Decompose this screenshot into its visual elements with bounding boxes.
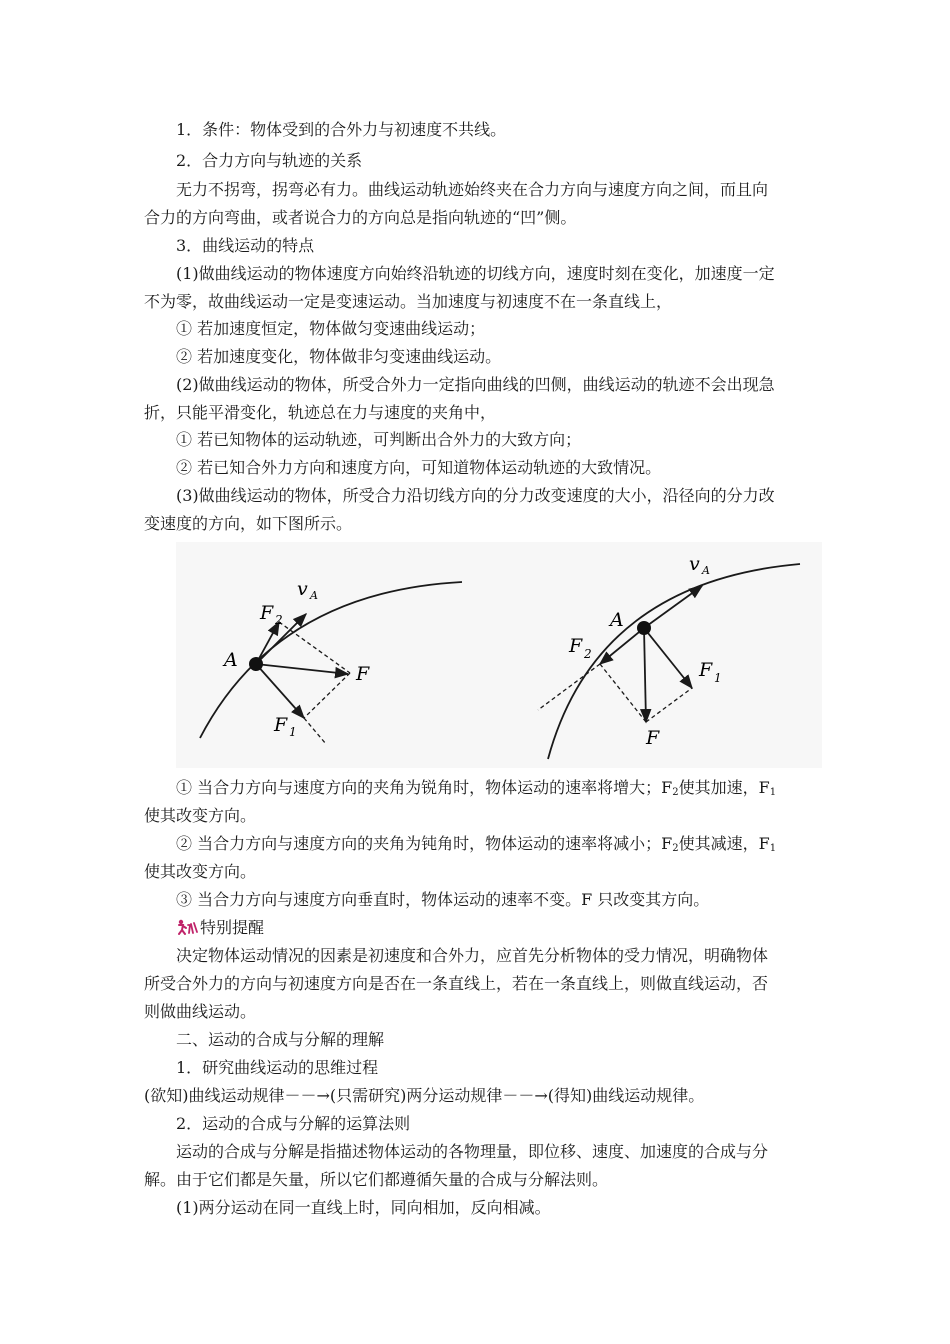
right-label-a: A — [610, 609, 624, 631]
section-heading: 二、运动的合成与分解的理解 — [176, 1030, 385, 1049]
subscript: 1 — [769, 843, 777, 854]
paragraph-line: (1)做曲线运动的物体速度方向始终沿轨迹的切线方向，速度时刻在变化，加速度一定 — [176, 264, 775, 283]
left-f2-arrow — [256, 622, 279, 664]
right-label-v: v — [689, 553, 700, 575]
paragraph-line: 合力的方向弯曲，或者说合力的方向总是指向轨迹的“凹”侧。 — [144, 208, 577, 227]
paragraph-line: 变速度的方向，如下图所示。 — [144, 514, 353, 533]
paragraph-line: 不为零，故曲线运动一定是变速运动。当加速度与初速度不在一条直线上， — [144, 292, 673, 311]
left-label-v-sub: A — [310, 589, 318, 602]
text-segment: 使其减速，F — [678, 834, 770, 853]
list-item: ② 若已知合外力方向和速度方向，可知道物体运动轨迹的大致情况。 — [176, 458, 662, 477]
list-item: ② 若加速度变化，物体做非匀变速曲线运动。 — [176, 347, 502, 366]
subscript: 2 — [672, 843, 679, 854]
force-diagram — [176, 542, 822, 768]
left-point-a — [249, 657, 263, 671]
left-dashed-extension — [304, 718, 326, 744]
section-heading: 3．曲线运动的特点 — [176, 236, 315, 255]
left-label-f2-sub: 2 — [275, 613, 283, 627]
paragraph-line: 运动的合成与分解是指描述物体运动的各物理量，即位移、速度、加速度的合成与分 — [176, 1142, 769, 1161]
list-item: ① 若加速度恒定，物体做匀变速曲线运动； — [176, 319, 486, 338]
left-diagram — [200, 578, 462, 744]
paragraph-line: 解。由于它们都是矢量，所以它们都遵循矢量的合成与分解法则。 — [144, 1170, 609, 1189]
list-item: ③ 当合力方向与速度方向垂直时，物体运动的速率不变。F 只改变其方向。 — [176, 890, 710, 909]
list-item — [176, 834, 776, 859]
force-decomposition-figure — [176, 542, 822, 768]
left-label-f1: F — [274, 714, 288, 736]
right-trajectory-curve — [548, 564, 800, 759]
right-label-f2: F — [569, 635, 583, 657]
left-label-v: v — [297, 578, 308, 600]
left-dashed-line — [304, 673, 350, 718]
right-label-f1: F — [699, 659, 713, 681]
left-f1-arrow — [256, 664, 304, 718]
left-label-f2: F — [260, 602, 274, 624]
section-heading: 1．研究曲线运动的思维过程 — [176, 1058, 379, 1077]
right-label-f2-sub: 2 — [584, 647, 592, 661]
paragraph-line: (1)两分运动在同一直线上时，同向相加，反向相减。 — [176, 1198, 551, 1217]
paragraph-line: (2)做曲线运动的物体，所受合外力一定指向曲线的凹侧，曲线运动的轨迹不会出现急 — [176, 375, 775, 394]
right-f-arrow — [644, 628, 646, 722]
special-reminder-label: 特别提醒 — [200, 918, 265, 937]
left-f-arrow — [256, 664, 348, 674]
left-label-f1-sub: 1 — [289, 725, 297, 739]
special-reminder-heading — [176, 918, 264, 938]
paragraph-line: 决定物体运动情况的因素是初速度和合外力，应首先分析物体的受力情况，明确物体 — [176, 946, 769, 965]
list-item — [176, 778, 776, 803]
paragraph-line: 无力不拐弯，拐弯必有力。曲线运动轨迹始终夹在合力方向与速度方向之间，而且向 — [176, 180, 769, 199]
right-label-f: F — [646, 727, 660, 749]
right-dashed-line — [646, 688, 692, 722]
text-segment: ② 当合力方向与速度方向的夹角为钝角时，物体运动的速率将减小；F — [176, 834, 673, 853]
person-running-icon — [176, 919, 198, 935]
subscript: 1 — [769, 787, 777, 798]
text-segment: ① 当合力方向与速度方向的夹角为锐角时，物体运动的速率将增大；F — [176, 778, 673, 797]
section-heading: 2．合力方向与轨迹的关系 — [176, 151, 363, 170]
subscript: 2 — [672, 787, 679, 798]
paragraph-line: (欲知)曲线运动规律－－→(只需研究)两分运动规律－－→(得知)曲线运动规律。 — [144, 1086, 705, 1105]
section-heading: 2．运动的合成与分解的运算法则 — [176, 1114, 411, 1133]
paragraph-line: 1．条件：物体受到的合外力与初速度不共线。 — [176, 120, 507, 139]
paragraph-line: 折，只能平滑变化，轨迹总在力与速度的夹角中， — [144, 403, 497, 422]
paragraph-line: 所受合外力的方向与初速度方向是否在一条直线上，若在一条直线上，则做直线运动，否 — [144, 974, 769, 993]
right-velocity-arrow — [644, 586, 702, 628]
paragraph-line: 则做曲线运动。 — [144, 1002, 257, 1021]
right-f1-arrow — [644, 628, 692, 688]
left-label-a: A — [224, 649, 238, 671]
left-label-f: F — [356, 663, 370, 685]
paragraph-line: 使其改变方向。 — [144, 806, 257, 825]
right-point-a — [637, 621, 651, 635]
list-item: ① 若已知物体的运动轨迹，可判断出合外力的大致方向； — [176, 430, 582, 449]
paragraph-line: (3)做曲线运动的物体，所受合力沿切线方向的分力改变速度的大小，沿径向的分力改 — [176, 486, 775, 505]
right-label-f1-sub: 1 — [714, 671, 722, 685]
text-segment: 使其加速，F — [678, 778, 770, 797]
right-diagram — [538, 553, 800, 759]
paragraph-line: 使其改变方向。 — [144, 862, 257, 881]
right-label-v-sub: A — [702, 564, 710, 577]
right-dashed-line — [600, 664, 646, 722]
